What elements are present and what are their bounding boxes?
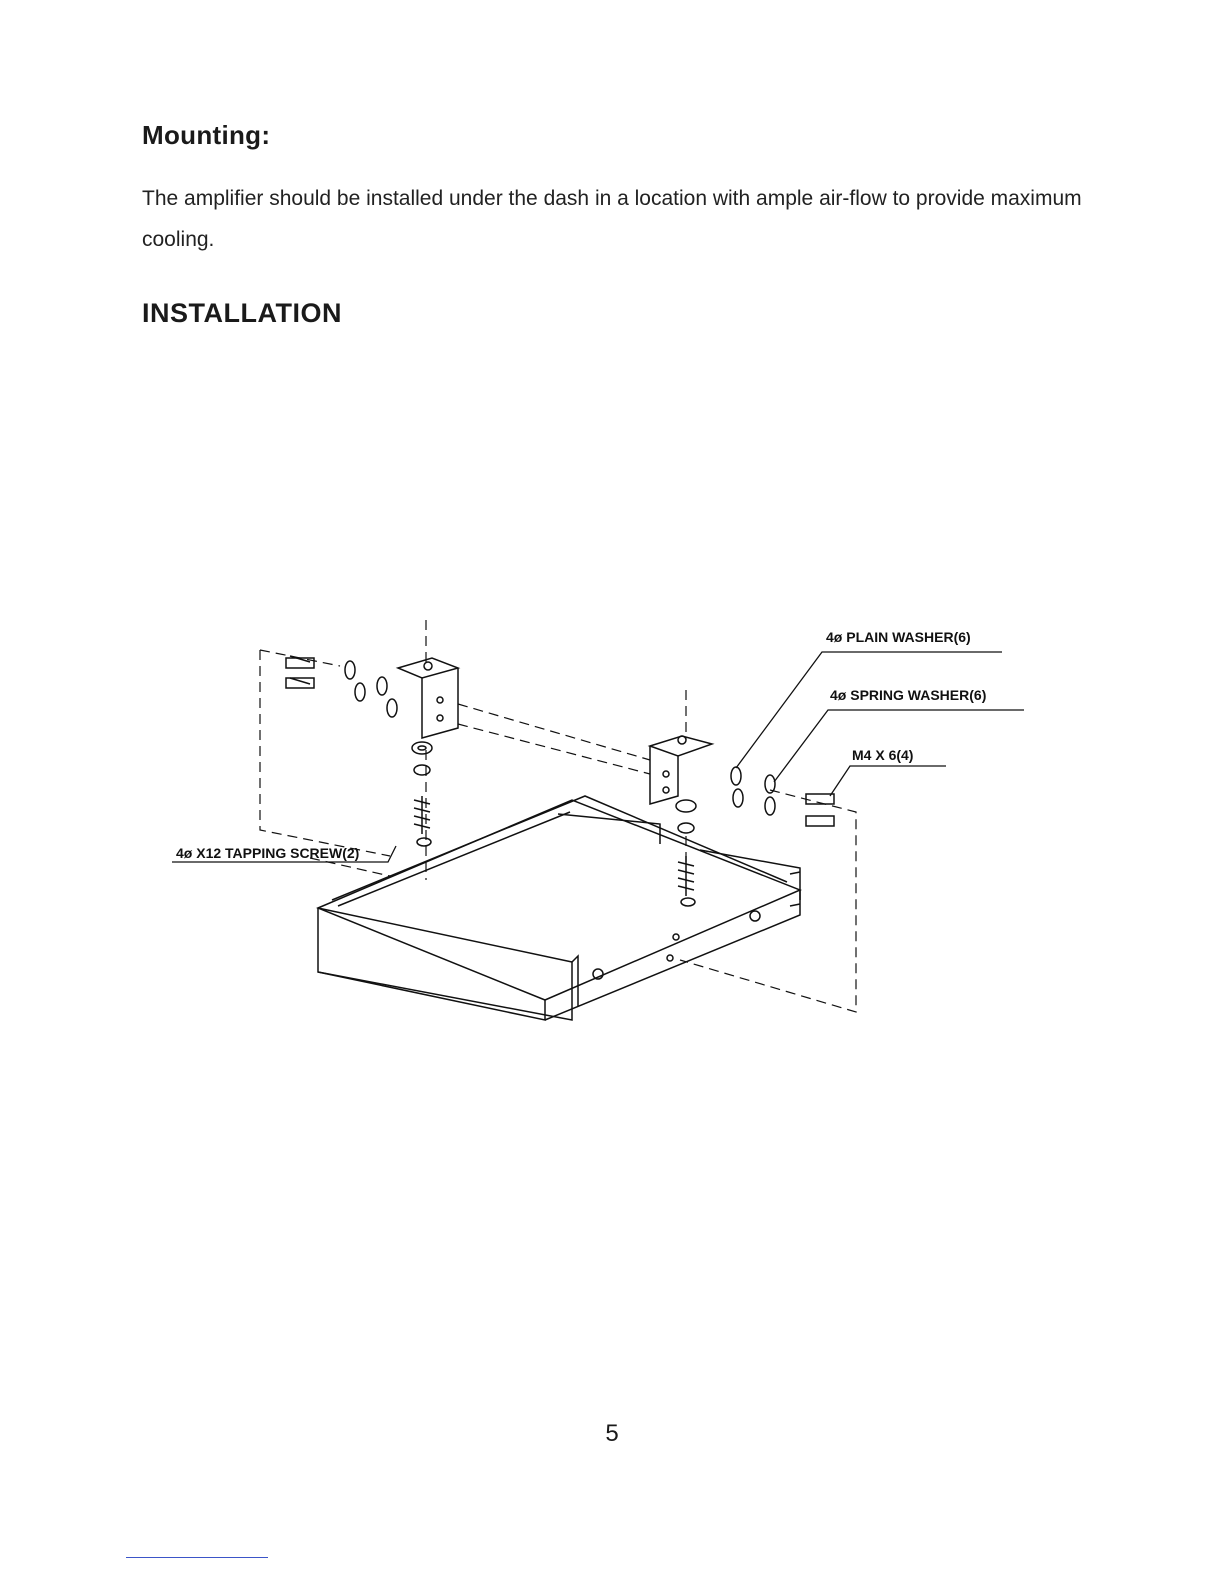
left-bracket xyxy=(398,658,458,738)
tapping-screw-label: 4ø X12 TAPPING SCREW(2) xyxy=(176,845,360,861)
mounting-paragraph: The amplifier should be installed under the dash in a location with ample air-flow to provide maximum cooling. xyxy=(142,187,1082,251)
machine-screw-label: M4 X 6(4) xyxy=(852,747,914,763)
left-hardware xyxy=(286,656,432,846)
footnote-rule xyxy=(126,1557,268,1558)
page-number: 5 xyxy=(605,1420,619,1447)
section-heading-mounting: Mounting: xyxy=(142,120,271,150)
spring-washer-label: 4ø SPRING WASHER(6) xyxy=(830,687,987,703)
installation-diagram xyxy=(160,600,1060,1040)
section-heading-installation: INSTALLATION xyxy=(142,298,342,328)
plain-washer-label: 4ø PLAIN WASHER(6) xyxy=(826,629,971,645)
amplifier-unit xyxy=(318,796,800,1020)
right-bracket xyxy=(650,736,712,804)
